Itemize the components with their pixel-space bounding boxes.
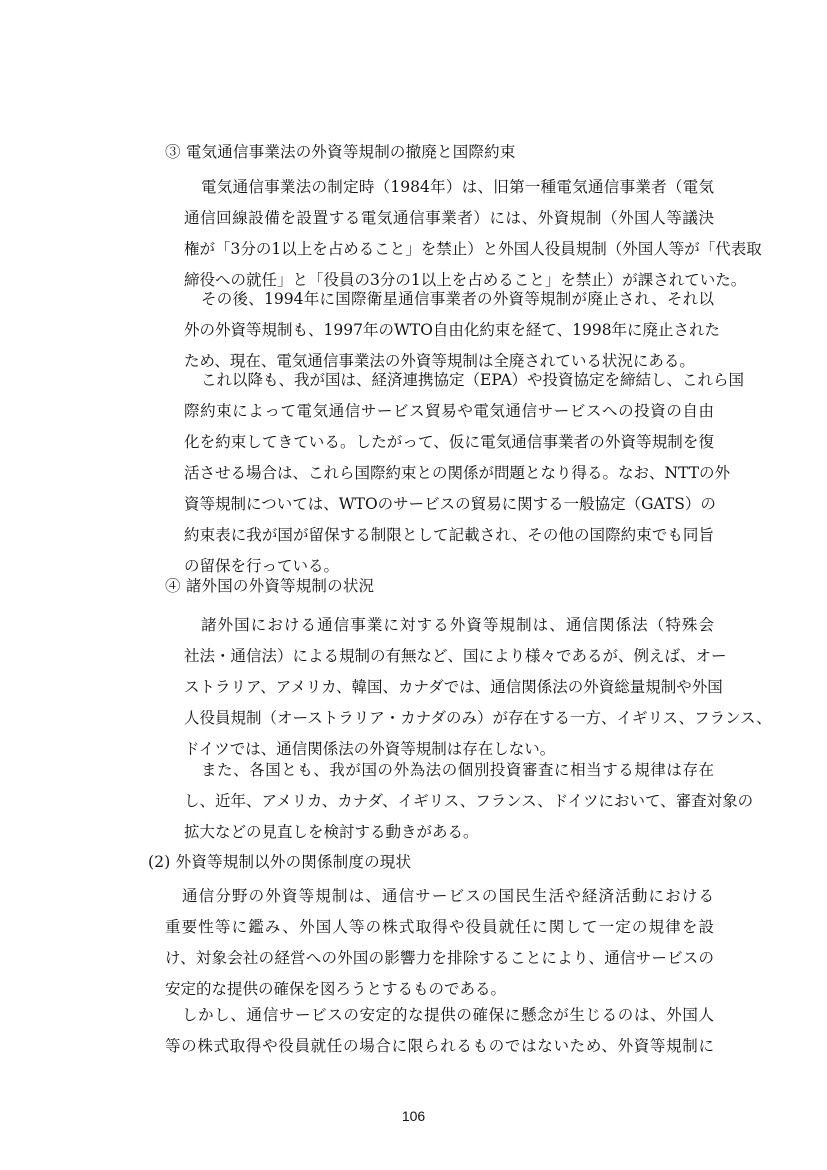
text-line: 際約束によって電気通信サービス貿易や電気通信サービスへの投資の自由: [184, 402, 714, 420]
text-line: 安定的な提供の確保を図ろうとするものである。: [165, 980, 507, 998]
section-3-paragraph-1: [184, 172, 762, 296]
section-3-paragraph-3: [184, 365, 745, 582]
text-line: その後、1994年に国際衛星通信事業者の外資等規制が廃止され、それ以: [201, 290, 714, 308]
text-line: 社法・通信法）による規制の有無など、国により様々であるが、例えば、オー: [184, 647, 727, 665]
section-2-paragraph-1: [165, 881, 714, 1005]
text-line: 約束表に我が国が留保する制限として記載され、その他の国際約束でも同旨: [184, 526, 714, 544]
text-line: 通信分野の外資等規制は、通信サービスの国民生活や経済活動における: [182, 887, 714, 905]
section-4-paragraph-2: [184, 755, 754, 848]
section-2-paragraph-2: [165, 1000, 714, 1062]
section-3-heading: ③ 電気通信事業法の外資等規制の撤廃と国際約束: [165, 143, 516, 161]
text-line: 化を約束してきている。したがって、仮に電気通信事業者の外資等規制を復: [184, 433, 714, 451]
text-line: 通信回線設備を設置する電気通信事業者）には、外資規制（外国人等議決: [184, 209, 714, 227]
text-line: ストラリア、アメリカ、韓国、カナダでは、通信関係法の外資総量規制や外国: [184, 678, 723, 696]
text-line: 拡大などの見直しを検討する動きがある。: [184, 823, 479, 841]
section-3-paragraph-2: [184, 284, 721, 377]
text-line: 人役員規制（オーストラリア・カナダのみ）が存在する一方、イギリス、フランス、: [184, 709, 772, 727]
text-line: し、近年、アメリカ、カナダ、イギリス、フランス、ドイツにおいて、審査対象の: [184, 792, 754, 810]
text-line: 外の外資等規制も、1997年のWTO自由化約束を経て、1998年に廃止された: [184, 321, 721, 339]
text-line: け、対象会社の経営への外国の影響力を排除することにより、通信サービスの: [165, 949, 714, 967]
text-line: 諸外国における通信事業に対する外資等規制は、通信関係法（特殊会: [201, 616, 714, 634]
text-line: 電気通信事業法の制定時（1984年）は、旧第一種電気通信事業者（電気: [201, 178, 714, 196]
text-line: ドイツでは、通信関係法の外資等規制は存在しない。: [184, 740, 556, 758]
text-line: 活させる場合は、これら国際約束との関係が問題となり得る。なお、NTTの外: [184, 464, 731, 482]
page-number: 106: [401, 1108, 426, 1124]
text-line: 締役への就任」と「役員の3分の1以上を占めること」を禁止）が課されていた。: [184, 271, 747, 289]
text-line: 資等規制については、WTOのサービスの貿易に関する一般協定（GATS）の: [184, 495, 716, 513]
text-line: 権が「3分の1以上を占めること」を禁止）と外国人役員規制（外国人等が「代表取: [184, 240, 762, 258]
text-line: 等の株式取得や役員就任の場合に限られるものではないため、外資等規制に: [165, 1037, 714, 1055]
text-line: また、各国とも、我が国の外為法の個別投資審査に相当する規律は存在: [201, 761, 714, 779]
text-line: の留保を行っている。: [184, 557, 340, 575]
section-4-paragraph-1: [184, 610, 772, 765]
section-4-heading: ④ 諸外国の外資等規制の状況: [165, 577, 375, 595]
text-line: 重要性等に鑑み、外国人等の株式取得や役員就任に関して一定の規律を設: [165, 918, 714, 936]
text-line: これ以降も、我が国は、経済連携協定（EPA）や投資協定を締結し、これら国: [201, 371, 745, 389]
text-line: ため、現在、電気通信事業法の外資等規制は全廃されている状況にある。: [184, 352, 695, 370]
text-line: しかし、通信サービスの安定的な提供の確保に懸念が生じるのは、外国人: [182, 1006, 714, 1024]
section-2-heading: (2) 外資等規制以外の関係制度の現状: [148, 853, 412, 871]
